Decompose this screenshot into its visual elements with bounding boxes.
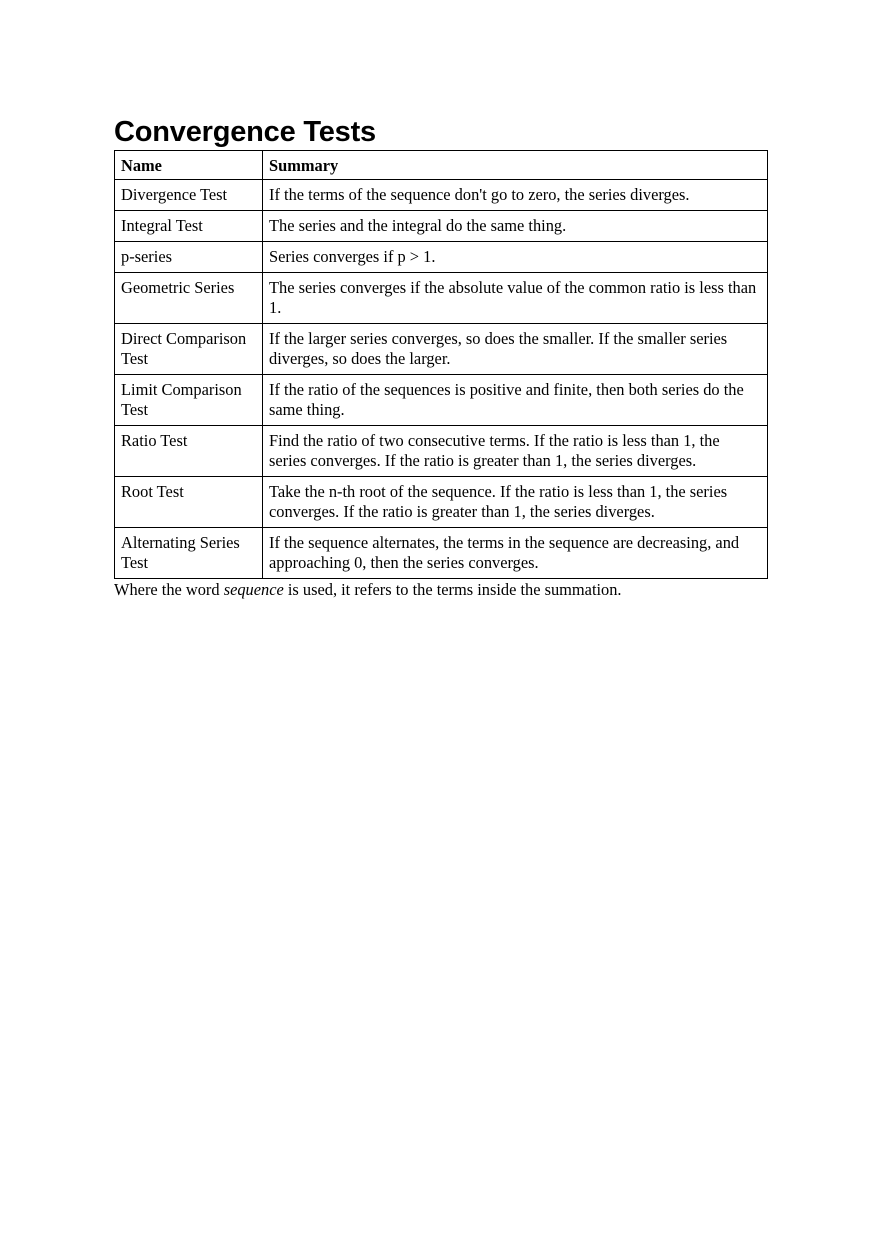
table-row: [115, 426, 768, 477]
test-name-cell: Integral Test: [115, 211, 263, 242]
footnote-text-after: is used, it refers to the terms inside the summation.: [283, 580, 622, 599]
test-name-cell: Limit Comparison Test: [115, 375, 263, 426]
table-row: [115, 375, 768, 426]
test-name-cell: p-series: [115, 242, 263, 273]
test-summary-cell: If the terms of the sequence don't go to zero, the series diverges.: [263, 180, 768, 211]
test-summary-cell: The series converges if the absolute value of the common ratio is less than 1.: [263, 273, 768, 324]
test-summary-cell: If the sequence alternates, the terms in the sequence are decreasing, and approaching 0, then the series converges.: [263, 528, 768, 579]
test-name-cell: Ratio Test: [115, 426, 263, 477]
test-summary-cell: If the larger series converges, so does the smaller. If the smaller series diverges, so does the larger.: [263, 324, 768, 375]
column-header-name: Name: [115, 151, 263, 180]
footnote-text-before: Where the word: [114, 580, 224, 599]
test-summary-cell: Find the ratio of two consecutive terms. If the ratio is less than 1, the series converges. If the ratio is greater than 1, the series diverges.: [263, 426, 768, 477]
test-summary-cell: If the ratio of the sequences is positive and finite, then both series do the same thing.: [263, 375, 768, 426]
table-row: [115, 477, 768, 528]
table-row: [115, 180, 768, 211]
document-page: [114, 114, 767, 600]
test-name-cell: Divergence Test: [115, 180, 263, 211]
footnote-emphasis: sequence: [223, 580, 284, 599]
table-row: [115, 273, 768, 324]
footnote: [114, 580, 767, 600]
test-summary-cell: Take the n-th root of the sequence. If the ratio is less than 1, the series converges. If the ratio is greater than 1, the series diverges.: [263, 477, 768, 528]
table-header-row: [115, 151, 768, 180]
table-row: [115, 211, 768, 242]
table-row: [115, 528, 768, 579]
convergence-tests-table: [114, 150, 768, 579]
test-summary-cell: The series and the integral do the same thing.: [263, 211, 768, 242]
table-row: [115, 324, 768, 375]
table-row: [115, 242, 768, 273]
test-name-cell: Geometric Series: [115, 273, 263, 324]
test-summary-cell: Series converges if p > 1.: [263, 242, 768, 273]
test-name-cell: Root Test: [115, 477, 263, 528]
test-name-cell: Direct Comparison Test: [115, 324, 263, 375]
test-name-cell: Alternating Series Test: [115, 528, 263, 579]
column-header-summary: Summary: [263, 151, 768, 180]
page-title: Convergence Tests: [114, 116, 376, 148]
